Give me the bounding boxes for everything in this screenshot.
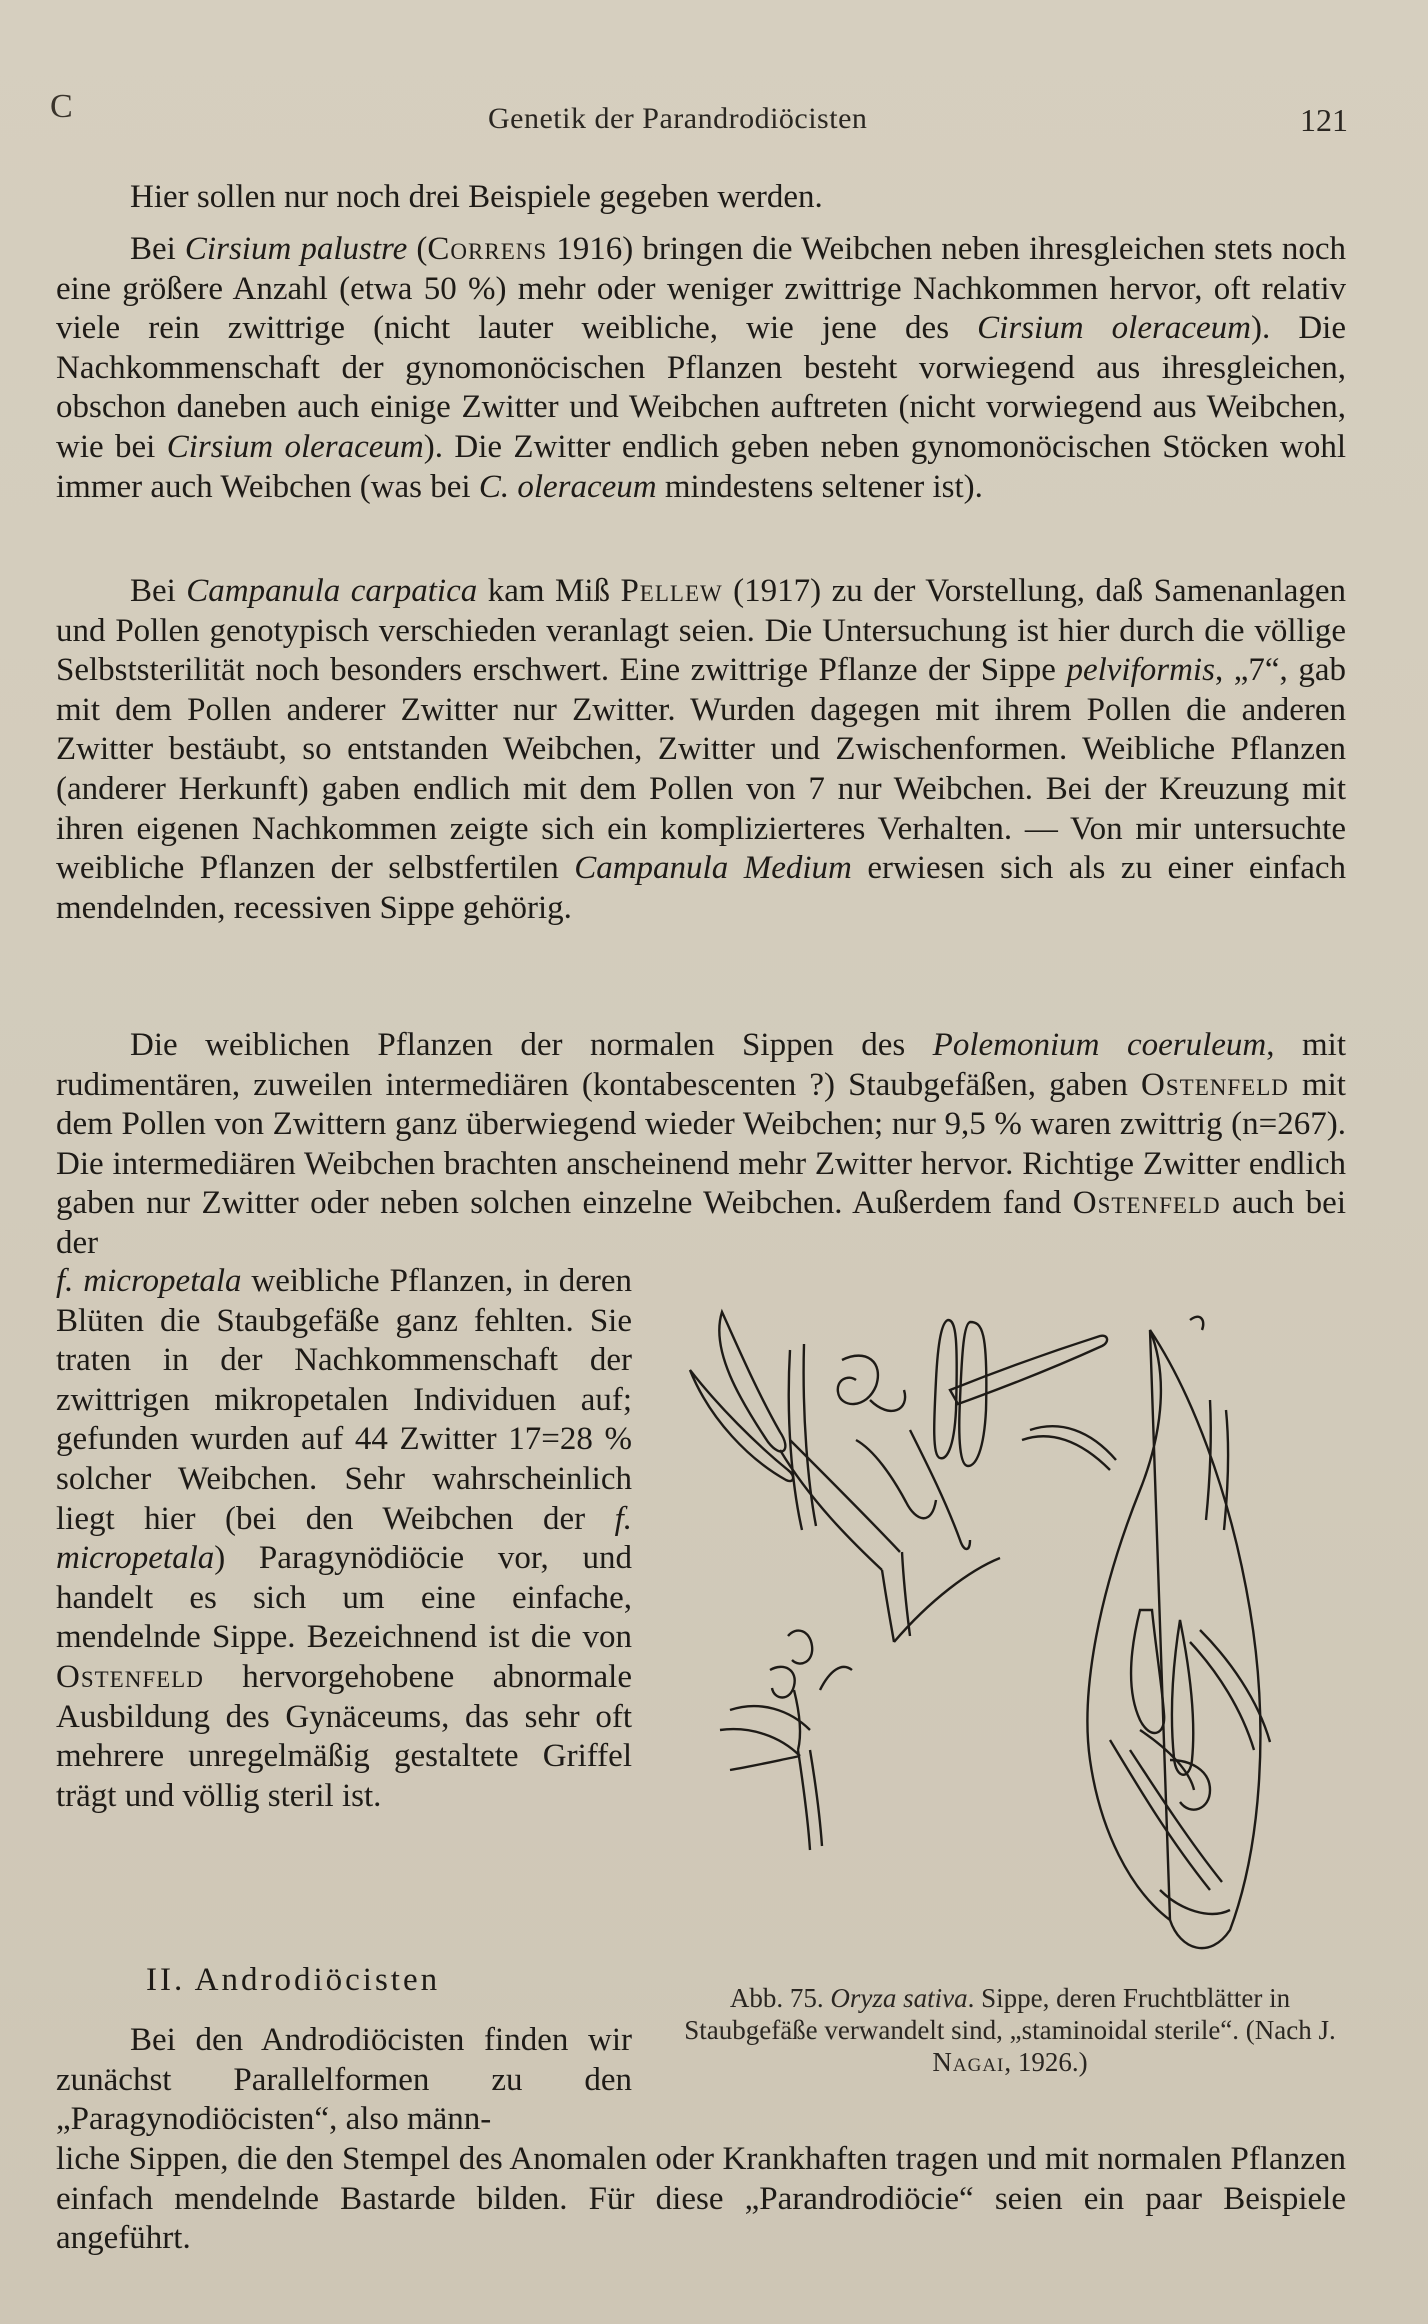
text-run: kam Miß (477, 573, 621, 609)
species-name: Cirsium palustre (184, 231, 408, 267)
paragraph-cirsium (56, 230, 1346, 507)
paragraph-polemonium (56, 1026, 1346, 1264)
paragraph-micropetala (56, 1262, 632, 1816)
text-run: ). Die Zwitter endlich geben neben gynomonöcischen Stöcken wohl immer auch Weibchen (was bei (56, 428, 1346, 505)
species-name: pelviformis (1066, 652, 1215, 689)
text-run: liche Sippen, die den Stempel des Anomalen oder Krankhaften tragen und mit normalen Pflanzen einfach mendelnde Bastarde bilden. Für diese „Parandrodiöcie“ seien ein paar Beispiele angeführt. (56, 2141, 1346, 2257)
species-name: Cirsium oleraceum (977, 310, 1251, 347)
author-name: Ostenfeld (56, 1658, 204, 1695)
paragraph-androdiocisten-start (56, 2021, 632, 2140)
paragraph-intro (56, 178, 1346, 218)
caption-year: , 1926.) (1004, 2047, 1088, 2077)
species-name: Campanula Medium (574, 850, 852, 887)
text-run: erwiesen sich als zu einer einfach mendelnden, recessiven Sippe gehörig. (56, 850, 1346, 926)
text-run: , mit rudimentären, zuweilen intermediären (kontabescenten ?) Staubgefäßen, gaben (56, 1027, 1346, 1103)
caption-text: . Sippe, deren Fruchtblätter in Staubgefäße verwandelt sind, „staminoidal sterile“. (Nach J. (684, 1983, 1336, 2045)
form-name: f. micropetala (56, 1500, 632, 1577)
text-run: auch bei der (56, 1185, 1346, 1261)
caption-species: Oryza sativa (830, 1983, 968, 2013)
text-run: (1917) zu der Vorstellung, daß Samenanlagen und Pollen genotypisch verschieden veranlagt seien. Die Untersuchung ist hier durch die völlige Selbststerilität noch besonders erschwert. Eine zwittrige Pflanze der Sippe (56, 573, 1347, 689)
text-run: ) Paragynödiöcie vor, und handelt es sich um eine einfache, mendelnde Sippe. Bezeichnend ist die von (56, 1540, 632, 1656)
author-name: Correns (427, 231, 548, 267)
caption-label: Abb. 75. (729, 1983, 831, 2013)
text-run: 1916) bringen die Weibchen neben ihresgleichen stets noch eine größere Anzahl (etwa 50 %) mehr oder weniger zwittrige Nachkommen hervor, oft relativ viele rein zwittrige (nicht lauter weibliche, wie jene des (56, 231, 1347, 347)
species-name: Cirsium oleraceum (166, 428, 424, 465)
caption-author: Nagai (932, 2047, 1005, 2077)
text-run: hervorgehobene abnormale Ausbildung des Gynäceums, das sehr oft mehrere unregelmäßig gestaltete Griffel trägt und völlig steril ist. (56, 1658, 632, 1814)
text-run: mit dem Pollen von Zwittern ganz überwiegend wieder Weibchen; nur 9,5 % waren zwittrig (n=267). Die intermediären Weibchen brachten anscheinend mehr Zwitter hervor. Richtige Zwitter endlich gaben nur Zwitter oder neben solchen einzelne Weibchen. Außerdem fand (56, 1066, 1346, 1222)
text-run: weibliche Pflanzen, in deren Blüten die Staubgefäße ganz fehlten. Sie traten in der Nachkommenschaft der zwittrigen mikropetalen Individuen auf; gefunden wurden auf 44 Zwitter 17=28 % solcher Weibchen. Sehr wahrscheinlich liegt hier (bei den Weibchen der (56, 1263, 632, 1537)
text-run: mindestens seltener ist). (656, 468, 983, 505)
species-name: Polemonium coeruleum (932, 1027, 1267, 1063)
form-name: f. micropetala (56, 1263, 242, 1299)
text-run: ). Die Nachkommenschaft der gynomonöcischen Pflanzen besteht vorwiegend aus ihresgleichen, obschon daneben auch einige Zwitter und Weibchen auftreten (nicht vorwiegend aus Weibchen, wie bei (56, 310, 1346, 465)
figure-caption (678, 1982, 1342, 2078)
figure-oryza-illustration (670, 1290, 1360, 1970)
author-name: Ostenfeld (1141, 1066, 1289, 1103)
page-number: 121 (1300, 102, 1348, 138)
running-title: Genetik der Parandrodiöcisten (488, 102, 868, 135)
text-run: Die weiblichen Pflanzen der normalen Sippen des (130, 1027, 933, 1063)
paragraph-campanula (56, 572, 1346, 928)
author-name: Pellew (620, 573, 723, 609)
author-name: Ostenfeld (1072, 1185, 1221, 1222)
flower-drawing (670, 1290, 1360, 1970)
text-run: ( (407, 231, 428, 267)
text-run: , „7“, gab mit dem Pollen anderer Zwitter nur Zwitter. Wurden dagegen mit ihrem Pollen die anderen Zwitter bestäubt, so entstanden Weibchen, Zwitter und Zwischenformen. Weibliche Pflanzen (anderer Herkunft) gaben endlich mit dem Pollen von 7 nur Weibchen. Bei der Kreuzung mit ihren eigenen Nachkommen zeigte sich ein komplizierteres Verhalten. — Von mir untersuchte weibliche Pflanzen der selbstfertilen (56, 652, 1346, 887)
text-run: Bei (130, 231, 185, 267)
section-heading: II. Androdiöcisten (146, 1962, 441, 1998)
text-run: Bei den Androdiöcisten finden wir zunächst Parallelformen zu den „Paragynodiöcisten“, also männ- (56, 2022, 632, 2138)
paragraph-androdiocisten-continued (56, 2140, 1346, 2259)
text-run: Bei (130, 573, 187, 609)
corner-mark: C (50, 88, 73, 125)
species-name: C. oleraceum (478, 468, 657, 505)
intro-text: Hier sollen nur noch drei Beispiele gegeben werden. (130, 179, 823, 215)
species-name: Campanula carpatica (186, 573, 478, 609)
